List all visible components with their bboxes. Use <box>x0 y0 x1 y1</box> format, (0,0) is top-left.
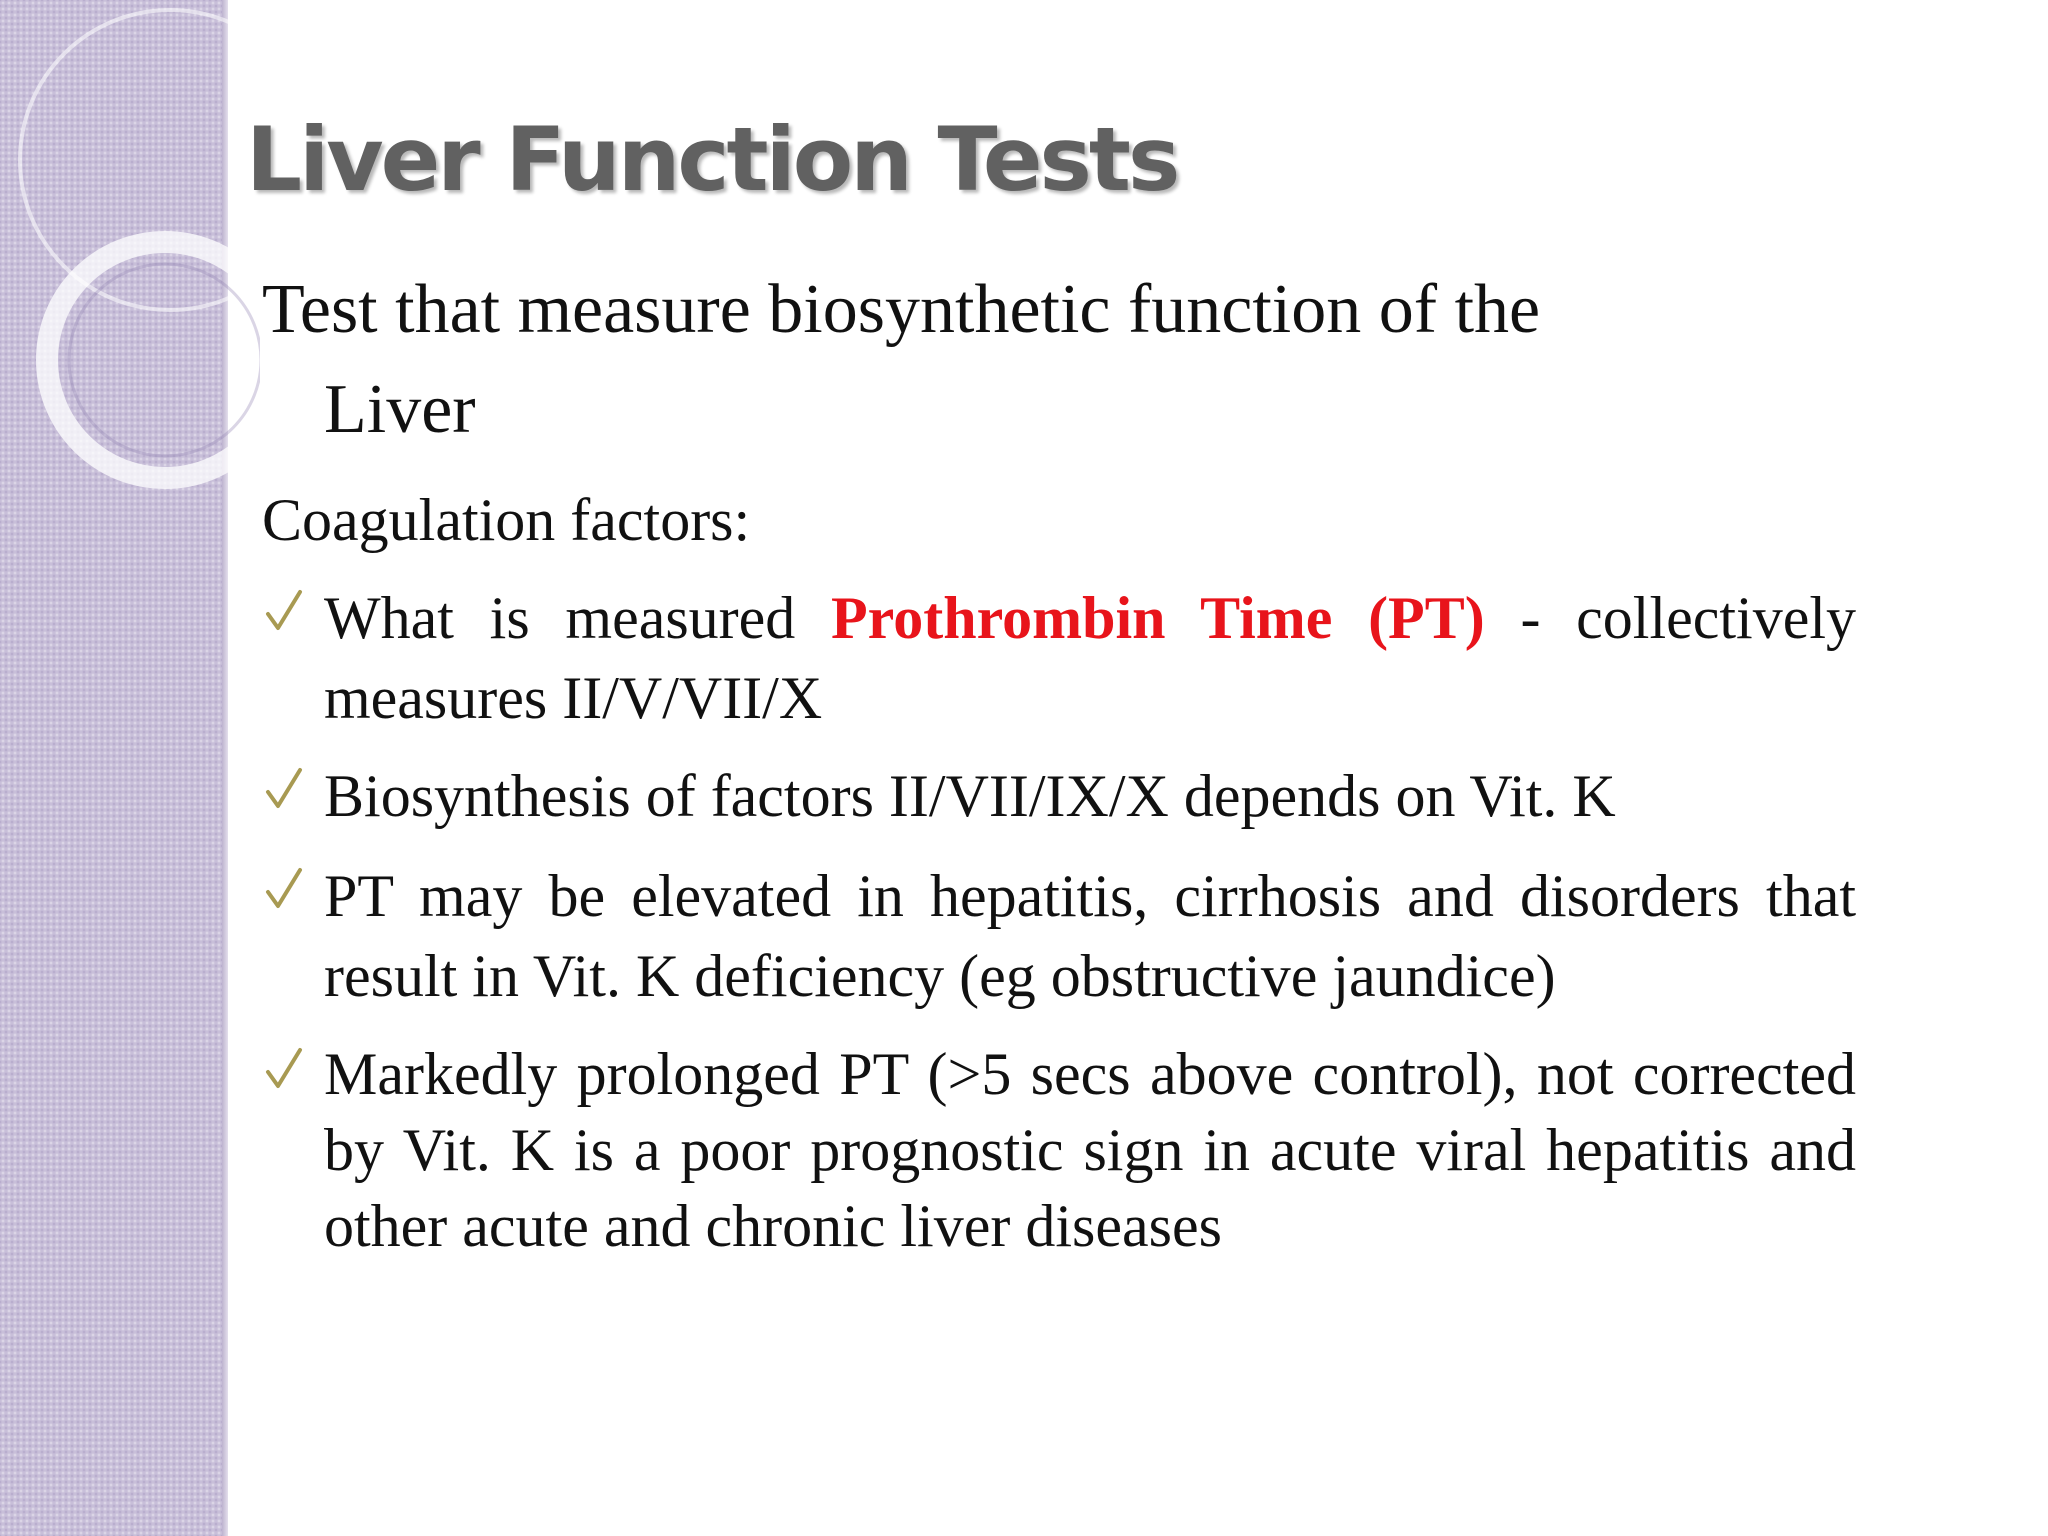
intro-line-1: Test that measure biosynthetic function of the <box>262 271 1541 348</box>
bullet-item <box>262 1036 1856 1264</box>
slide-title: Liver Function Tests <box>246 108 1178 211</box>
checkmark-icon <box>262 760 306 820</box>
bullet-text: Biosynthesis of factors II/VII/IX/X depends on Vit. K <box>324 763 1616 829</box>
checkmark-icon <box>262 1040 306 1100</box>
intro-text <box>262 260 1856 460</box>
bullet-post: - collectively measures II/V/VII/X <box>324 585 1857 731</box>
bullet-item <box>262 578 1856 738</box>
coagulation-subhead: Coagulation factors: <box>262 487 751 553</box>
prothrombin-time-highlight: Prothrombin Time (PT) <box>831 585 1485 651</box>
bullet-text <box>324 578 1856 738</box>
bullet-item <box>262 756 1856 836</box>
bullet-text: PT may be elevated in hepatitis, cirrhosis and disorders that result in Vit. K deficiency (eg obstructive jaundice) <box>324 863 1856 1009</box>
bullet-text: Markedly prolonged PT (>5 secs above control), not corrected by Vit. K is a poor prognostic sign in acute viral hepatitis and other acute and chronic liver diseases <box>324 1041 1856 1259</box>
intro-line-2: Liver <box>324 371 476 448</box>
ring-decoration-icon <box>0 0 260 520</box>
checkmark-icon <box>262 860 306 920</box>
bullet-pre: What is measured <box>324 585 832 651</box>
checkmark-icon <box>262 582 306 642</box>
bullet-item <box>262 856 1856 1016</box>
